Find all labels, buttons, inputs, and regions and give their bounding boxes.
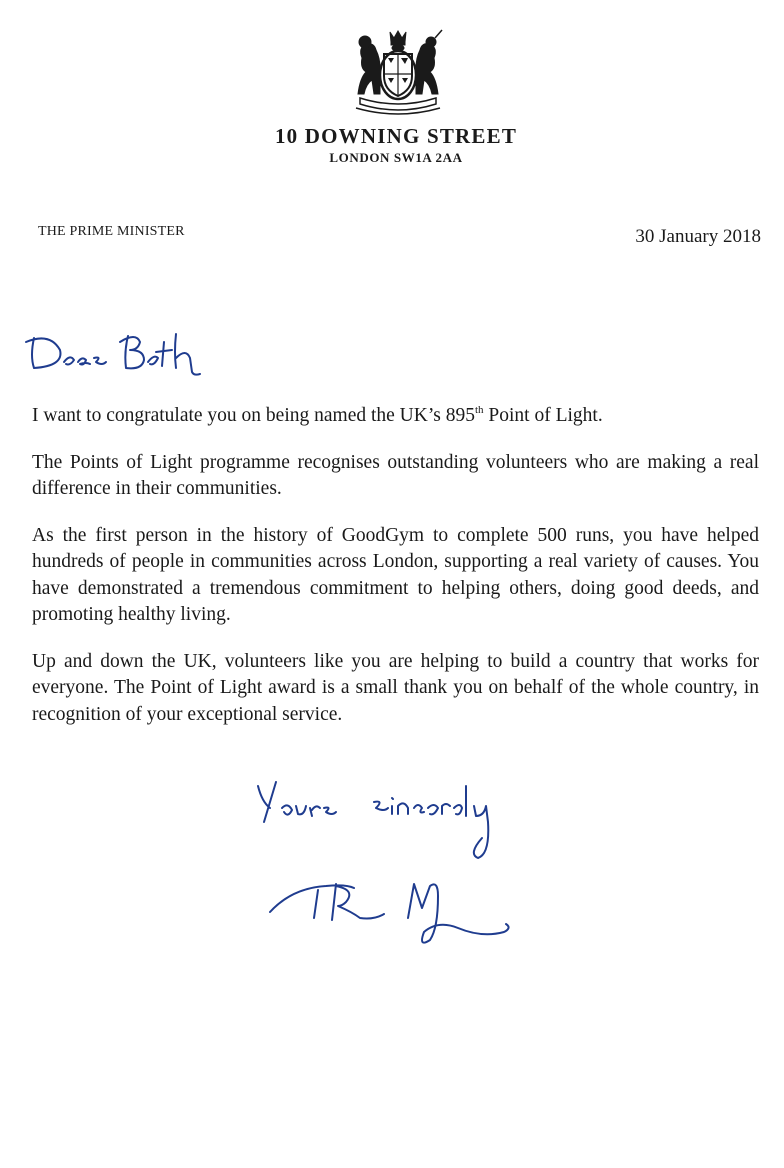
body-paragraph-2: The Points of Light programme recognises outstanding volunteers who are making a real difference in their communities. — [32, 451, 759, 499]
letterhead-address: 10 DOWNING STREET — [274, 124, 518, 148]
letter-body — [32, 403, 759, 748]
letter-date: 30 January 2018 — [635, 226, 761, 247]
royal-coat-of-arms-icon — [350, 28, 446, 118]
body-paragraph-4: Up and down the UK, volunteers like you are helping to build a country that works for everyone. The Point of Light award is a small thank you on behalf of the whole country, in recognition of your exceptional service. — [32, 650, 759, 725]
handwritten-closing — [252, 778, 532, 868]
handwritten-salutation — [20, 328, 210, 378]
body-paragraph-1: I want to congratulate you on being named the UK’s 895th Point of Light. — [32, 403, 603, 426]
sender-title: THE PRIME MINISTER — [38, 224, 185, 239]
body-paragraph-3: As the first person in the history of GoodGym to complete 500 runs, you have helped hundreds of people in communities across London, supporting a real variety of causes. You have demonstrated a tremendous commitment to helping others, doing good deeds, and promoting healthy living. — [32, 524, 759, 625]
letterhead-postcode: LONDON SW1A 2AA — [329, 150, 463, 165]
handwritten-signature — [262, 868, 512, 958]
